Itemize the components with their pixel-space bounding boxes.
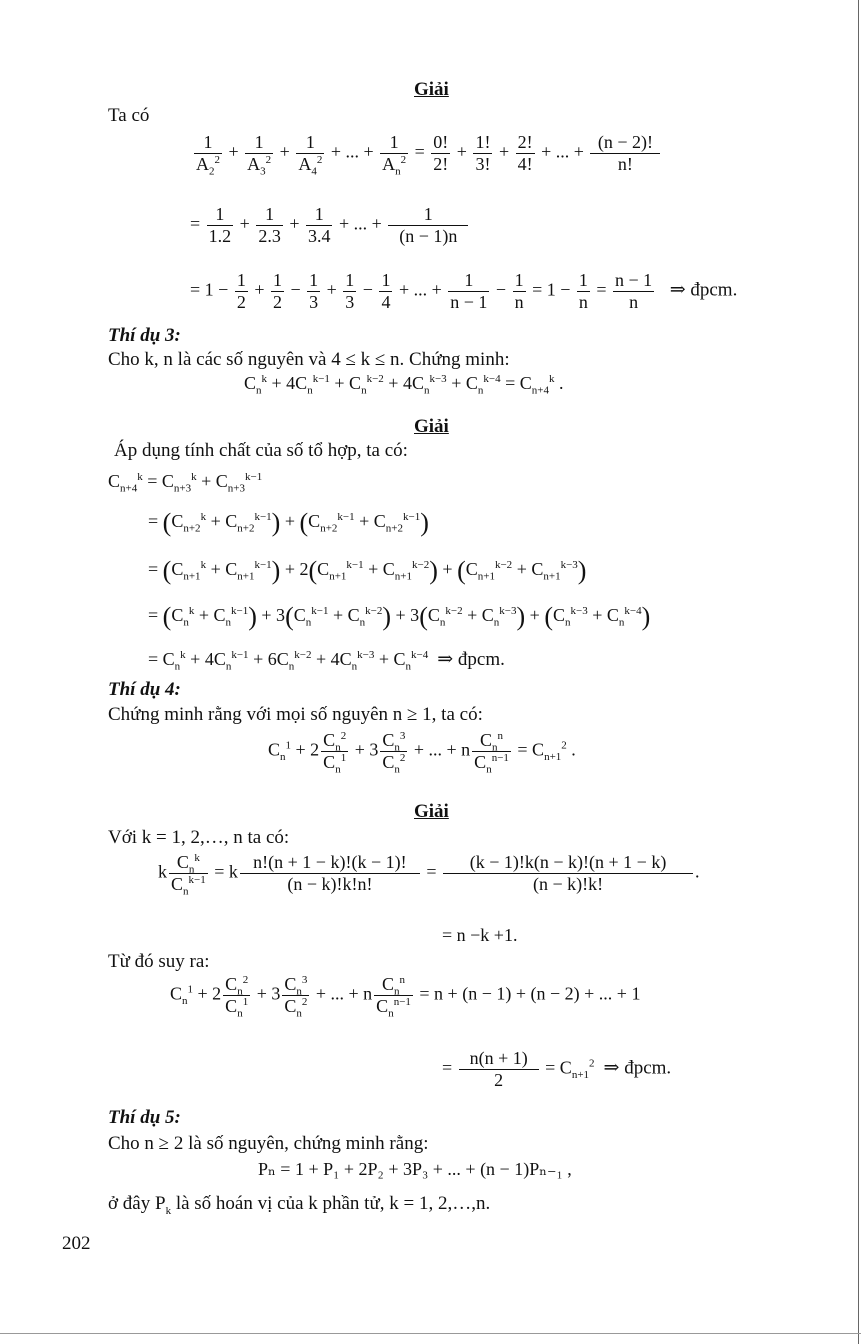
rhs-num-1: 1! <box>475 132 491 152</box>
rhs-den-1: 3! <box>475 153 491 174</box>
den-3: (n − 1)n <box>399 225 458 246</box>
solution-3-line-4: = $(C_n^k + C_n^{k-1}) + 3(C_n^{k-1} + C_n^{k-2}) + 3(C_n^{k-2} + C_n^{k-3}) + (C_n^{k-3} + C_n^{k-4})$ <box>148 601 651 631</box>
solution-4-final: = $\frac{n(n + 1)}{2}$ = $C_{n+1}^2$ ⇒ đpcm. <box>442 1048 672 1090</box>
rhs-den-3: n! <box>617 153 633 174</box>
example-3-title: Thí dụ 3: <box>108 325 181 346</box>
k-term-num-1: n!(n + 1 − k)!(k − 1)! <box>240 852 420 874</box>
rhs-den-2: 4! <box>517 153 533 174</box>
heading-giai-2: Giải <box>414 416 449 437</box>
solution-3-line-2: = $(C_{n+2}^k + C_{n+2}^{k-1}) + (C_{n+2}^{k-1} + C_{n+2}^{k-1})$ <box>148 507 429 537</box>
example-4-statement: Chứng minh rằng với mọi số nguyên n ≥ 1, ta có: <box>108 704 483 725</box>
solution-4-k-term: k $\frac{C_n^k}{C_n^{k-1}}$ = k $\frac{n!(n + 1 - k)!(k - 1)!}{(n - k)!k!n!}$ = $\frac{(k - 1)!k(n - k)!(n + 1 - k)}{(n - k)!k!}$ . <box>158 852 700 898</box>
k-term-den-2: (n − k)!k! <box>532 873 604 894</box>
k-term-den-1: (n − k)!k!n! <box>287 873 373 894</box>
solution-3-line-5: = $C_n^k + 4C_n^{k-1} + 6C_n^{k-2} + 4C_n^{k-3} + C_n^{k-4}$ ⇒ đpcm. <box>148 649 505 673</box>
page-edge-line <box>858 0 859 1344</box>
example-5-formula: Pₙ = 1 + P₁ + 2P₂ + 3P₃ + ... + (n − 1)Pₙ₋₁ , <box>258 1159 572 1179</box>
solution-3-line-3: = $(C_{n+1}^k + C_{n+1}^{k-1}) + 2(C_{n+1}^{k-1} + C_{n+1}^{k-2}) + (C_{n+1}^{k-2} + C_{n+1}^{k-3})$ <box>148 555 587 585</box>
example-5-statement: Cho n ≥ 2 là số nguyên, chứng minh rằng: <box>108 1133 429 1154</box>
example-3-formula: $C_n^k + 4C_n^{k-1} + C_n^{k-2} + 4C_n^{k-3} + C_n^{k-4} = C_{n+4}^k$ . <box>244 373 564 397</box>
note-sub: k <box>165 1204 172 1217</box>
solution-4-sum: $C_n^1 + 2$ $\frac{C_n^2}{C_n^1}$ + 3 $\frac{C_n^3}{C_n^2}$ + ... + n $\frac{C_n^n}{C_n^{n-1}}$ = n + (n − 1) + (n − 2) + ... + 1 <box>170 974 641 1020</box>
sum-rhs: = n + (n − 1) + (n − 2) + ... + 1 <box>419 983 641 1004</box>
dpcm-1: ⇒ đpcm. <box>669 279 738 301</box>
dpcm-3: ⇒ đpcm. <box>603 1057 672 1079</box>
frac-n: n <box>629 291 639 312</box>
text-tu-do: Từ đó suy ra: <box>108 951 210 972</box>
heading-giai-1: Giải <box>414 79 449 100</box>
equation-line-2: = $\frac{1}{1.2}$ + $\frac{1}{2.3}$ + $\frac{1}{3.4}$ + ... + $\frac{1}{(n - 1)n}$ <box>190 204 470 246</box>
example-4-title: Thí dụ 4: <box>108 679 181 700</box>
two: 2 <box>494 1069 504 1090</box>
note-rest: là số hoán vị của k phần tử, k = 1, 2,…,n. <box>171 1193 491 1214</box>
heading-giai-3: Giải <box>414 801 449 822</box>
example-3-statement: Cho k, n là các số nguyên và 4 ≤ k ≤ n. Chứng minh: <box>108 349 510 370</box>
dpcm-2: ⇒ đpcm. <box>437 649 505 670</box>
frac-n-1: n − 1 <box>615 270 653 290</box>
example-4-formula: $C_n^1 + 2$ $\frac{C_n^2}{C_n^1}$ + 3 $\frac{C_n^3}{C_n^2}$ + ... + n $\frac{C_n^n}{C_n^{n-1}}$ = $C_{n+1}^2$ . <box>268 730 576 776</box>
den-2: 3.4 <box>307 225 331 246</box>
equation-line-3: = 1 − $\frac{1}{2}$ + $\frac{1}{2}$ − $\frac{1}{3}$ + $\frac{1}{3}$ − $\frac{1}{4}$ + ... + $\frac{1}{n - 1}$ − $\frac{1}{n}$ = 1 − $\frac{1}{n}$ = $\frac{n - 1}{n}$ ⇒ đpcm. <box>190 270 738 312</box>
solution-3-line-1: $C_{n+4}^k = C_{n+3}^k + C_{n+3}^{k-1}$ <box>108 471 263 495</box>
example-3-apply: Áp dụng tính chất của số tổ hợp, ta có: <box>114 440 408 461</box>
equation-line-1: $\frac{1}{A_2^2}$ + $\frac{1}{A_3^2}$ + $\frac{1}{A_4^2}$ + ... + $\frac{1}{A_n^2}$ = $\frac{0!}{2!}$ + $\frac{1!}{3!}$ + $\frac{2!}{4!}$ + ... + $\frac{(n - 2)!}{n!}$ <box>192 132 662 174</box>
rhs-den-0: 2! <box>433 153 449 174</box>
text-ta-co: Ta có <box>108 105 150 126</box>
note-prefix: ở đây P <box>108 1193 166 1214</box>
rhs-num-2: 2! <box>517 132 533 152</box>
nn1: n(n + 1) <box>459 1048 539 1070</box>
rhs-num-0: 0! <box>433 132 449 152</box>
example-5-title: Thí dụ 5: <box>108 1107 181 1128</box>
rhs-num-3: (n − 2)! <box>590 132 660 154</box>
example-5-note <box>108 1193 491 1217</box>
page-bottom-line <box>0 1333 861 1334</box>
solution-4-result: = n −k +1. <box>442 925 518 945</box>
text-voi-k: Với k = 1, 2,…, n ta có: <box>108 827 290 848</box>
den-1: 2.3 <box>258 225 281 246</box>
den-0: 1.2 <box>208 225 232 246</box>
page-number: 202 <box>62 1233 91 1254</box>
k-term-num-2: (k − 1)!k(n − k)!(n + 1 − k) <box>443 852 693 874</box>
